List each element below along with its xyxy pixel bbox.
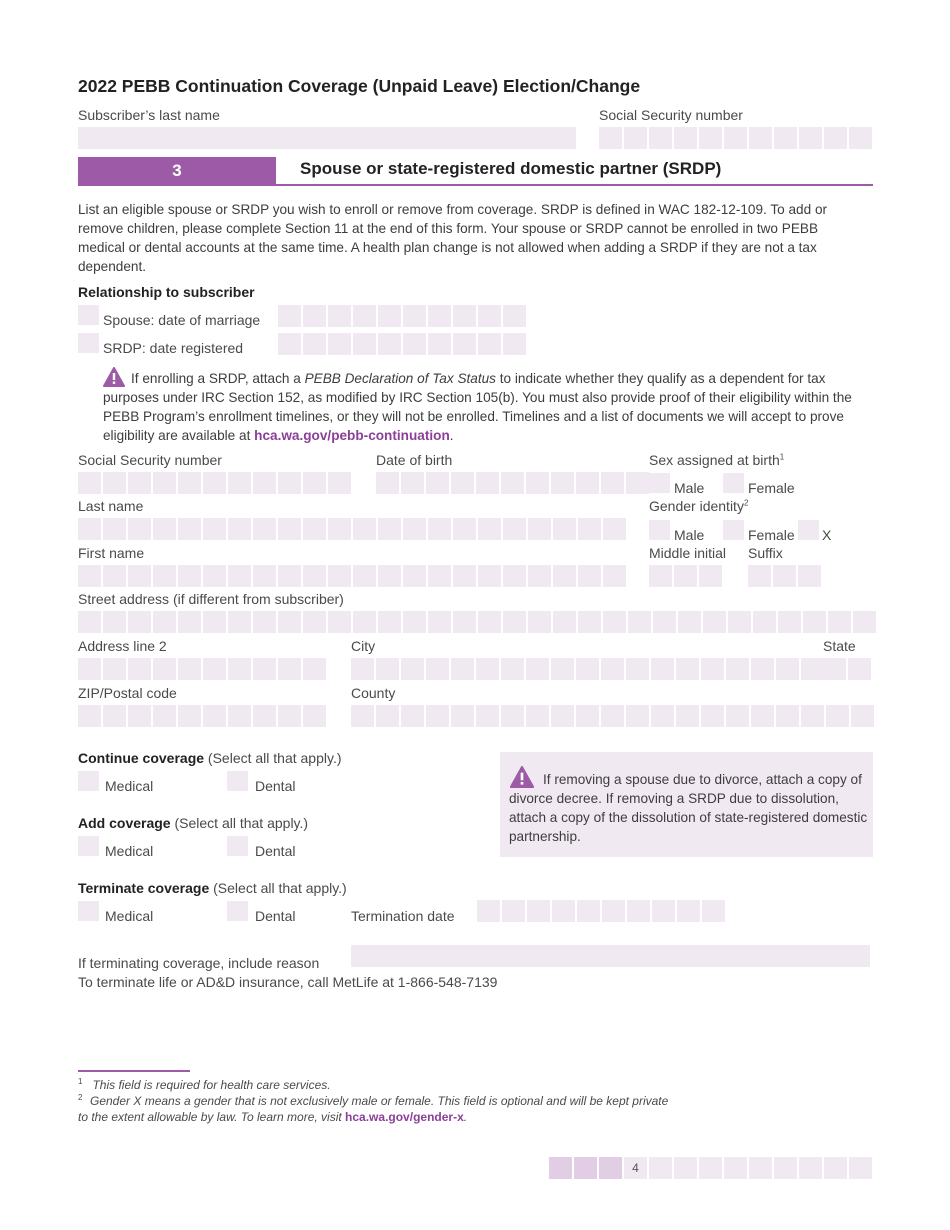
terminate-coverage-heading: Terminate coverage (Select all that apply.) [78, 880, 347, 896]
footnote-1: $^1$ This field is required for health care services. [78, 1077, 331, 1092]
page-number: 4 [624, 1157, 647, 1179]
continue-medical-label: Medical [105, 778, 154, 794]
terminate-medical-checkbox[interactable] [78, 901, 99, 921]
terminate-dental-checkbox[interactable] [227, 901, 248, 921]
gender-x-link[interactable]: hca.wa.gov/gender-x [345, 1110, 464, 1124]
person-ssn-field[interactable] [78, 472, 351, 494]
section-title: Spouse or state-registered domestic partner (SRDP) [300, 159, 722, 178]
marriage-date-field[interactable] [278, 305, 526, 327]
notice-text-2: to indicate whether they qualify as a dependent for tax purposes under IRC Section 152, as modified by IRC Section 105(b). You must also provide proof of their eligibility within the PEBB Program’s enrollment timelines, or they will not be enrolled. Timelines and a list of documents we will accept to prove eligibility are available at [103, 371, 852, 443]
dob-label: Date of birth [376, 452, 453, 468]
zip-label: ZIP/Postal code [78, 685, 177, 701]
notice-text-1: If enrolling a SRDP, attach a [131, 371, 301, 386]
termination-date-field[interactable] [477, 900, 725, 922]
address2-label: Address line 2 [78, 638, 167, 654]
county-field[interactable] [351, 705, 874, 727]
add-medical-checkbox[interactable] [78, 836, 99, 856]
address2-field[interactable] [78, 658, 326, 680]
state-label: State [823, 638, 856, 654]
add-medical-label: Medical [105, 843, 154, 859]
gender-x-label: X [822, 527, 832, 543]
section-number: 3 [78, 157, 276, 184]
suffix-field[interactable] [748, 565, 821, 587]
suffix-label: Suffix [748, 545, 783, 561]
warning-icon [509, 766, 535, 788]
gender-female-label: Female [748, 527, 795, 543]
notice-end: . [449, 428, 454, 443]
gender-male-checkbox[interactable] [649, 520, 670, 540]
zip-field[interactable] [78, 705, 326, 727]
gender-male-label: Male [674, 527, 705, 543]
subscriber-last-name-field[interactable] [78, 127, 576, 149]
divorce-notice [509, 766, 869, 846]
middle-initial-label: Middle initial [649, 545, 727, 561]
sex-female-label: Female [748, 480, 795, 496]
add-dental-checkbox[interactable] [227, 836, 248, 856]
person-ssn-label: Social Security number [78, 452, 222, 468]
pebb-continuation-link[interactable]: hca.wa.gov/pebb-continuation [254, 428, 450, 443]
form-title: 2022 PEBB Continuation Coverage (Unpaid Leave) Election/Change [78, 76, 641, 96]
sex-female-checkbox[interactable] [723, 473, 744, 493]
continue-coverage-heading: Continue coverage (Select all that apply.) [78, 750, 342, 766]
footnote-rule [78, 1070, 190, 1072]
srdp-date-field[interactable] [278, 333, 526, 355]
last-name-label: Last name [78, 498, 144, 514]
terminate-medical-label: Medical [105, 908, 154, 924]
terminate-dental-label: Dental [255, 908, 296, 924]
dob-field[interactable] [376, 472, 649, 494]
section-rule [78, 184, 873, 186]
city-label: City [351, 638, 376, 654]
srdp-checkbox[interactable] [78, 333, 99, 353]
subscriber-last-name-label: Subscriber’s last name [78, 107, 220, 123]
srdp-label: SRDP: date registered [103, 340, 244, 356]
first-name-field[interactable] [78, 565, 626, 587]
footnote-2: $^2$ Gender X means a gender that is not exclusively male or female. This field is optional and will be kept private to the extent allowable by law. To learn more, visit hca.wa.gov/gender-x. [78, 1093, 669, 1124]
state-field[interactable] [823, 658, 871, 680]
add-coverage-heading: Add coverage (Select all that apply.) [78, 815, 309, 831]
county-label: County [351, 685, 396, 701]
city-field[interactable] [351, 658, 824, 680]
continue-dental-label: Dental [255, 778, 296, 794]
gender-female-checkbox[interactable] [723, 520, 744, 540]
gender-label: Gender identity$^2$ [649, 498, 749, 514]
middle-initial-field[interactable] [649, 565, 722, 587]
street-field[interactable] [78, 611, 876, 633]
page-number-strip [549, 1157, 872, 1179]
sex-label: Sex assigned at birth$^1$ [649, 452, 785, 468]
last-name-field[interactable] [78, 518, 626, 540]
termination-reason-field[interactable] [351, 945, 870, 967]
subscriber-ssn-label: Social Security number [599, 107, 743, 123]
subscriber-ssn-field[interactable] [599, 127, 872, 149]
divorce-notice-box [500, 752, 873, 857]
sex-male-label: Male [674, 480, 705, 496]
termination-date-label: Termination date [351, 908, 455, 924]
spouse-checkbox[interactable] [78, 305, 99, 325]
divorce-notice-text: If removing a spouse due to divorce, attach a copy of divorce decree. If removing a SRDP due to dissolution, attach a copy of the dissolution of state-registered domestic partnership. [509, 772, 868, 844]
metlife-note: To terminate life or AD&D insurance, call MetLife at 1-866-548-7139 [78, 974, 498, 990]
srdp-notice [103, 367, 868, 445]
first-name-label: First name [78, 545, 145, 561]
termination-reason-label: If terminating coverage, include reason [78, 955, 320, 971]
street-label: Street address (if different from subscriber) [78, 591, 344, 607]
sex-male-checkbox[interactable] [649, 473, 670, 493]
section-intro: List an eligible spouse or SRDP you wish to enroll or remove from coverage. SRDP is defined in WAC 182-12-109. To add or remove children, please complete Section 11 at the end of this form. Your spouse or SRDP cannot be enrolled in two PEBB medical or dental accounts at the same time. A health plan change is not allowed when adding a SRDP if they are not a tax dependent. [78, 202, 828, 274]
gender-x-checkbox[interactable] [798, 520, 819, 540]
relationship-heading: Relationship to subscriber [78, 284, 255, 300]
warning-icon [103, 367, 125, 387]
continue-dental-checkbox[interactable] [227, 771, 248, 791]
notice-doc-name: PEBB Declaration of Tax Status [304, 371, 496, 386]
spouse-label: Spouse: date of marriage [103, 312, 261, 328]
add-dental-label: Dental [255, 843, 296, 859]
continue-medical-checkbox[interactable] [78, 771, 99, 791]
